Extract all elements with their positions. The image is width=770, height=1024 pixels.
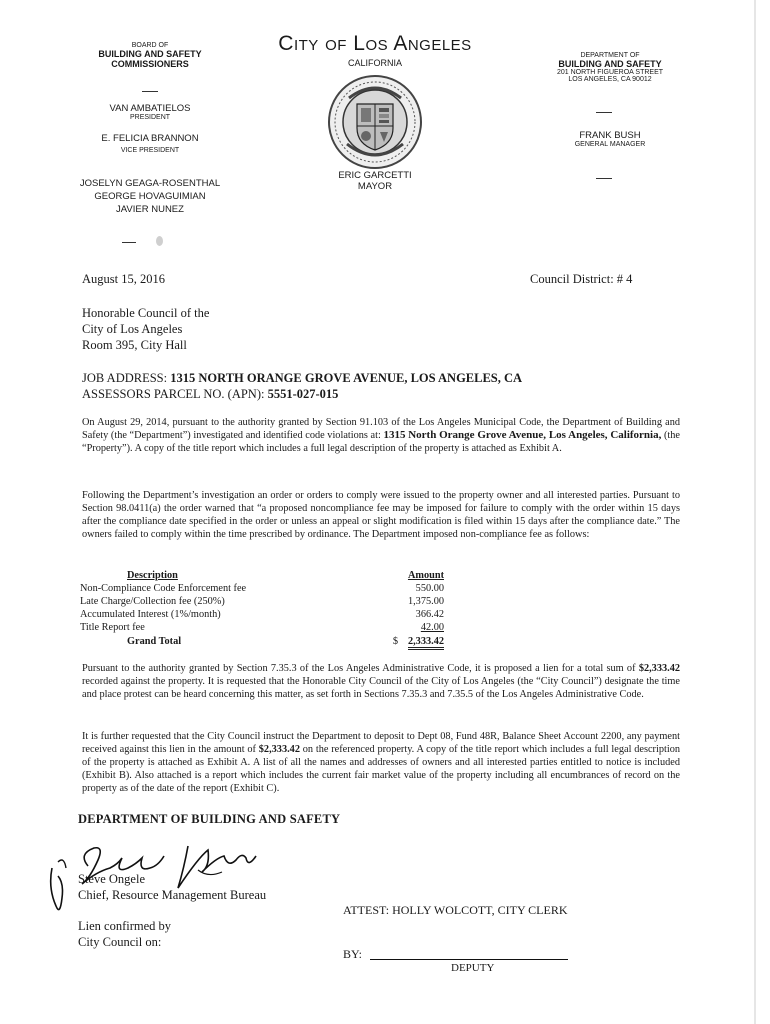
addressee-line-1: Honorable Council of the (82, 306, 210, 320)
attest-line: ATTEST: HOLLY WOLCOTT, CITY CLERK (343, 903, 568, 917)
board-heading-1: BUILDING AND SAFETY (98, 49, 202, 59)
board-vice-president (60, 133, 240, 154)
job-address-label: JOB ADDRESS: (82, 371, 171, 385)
para1-text-c: (the “Property”). A copy of the title report which includes a full legal description of the property is attached as Exhibit A. (82, 430, 680, 454)
fee-row-description: Accumulated Interest (1%/month) (80, 609, 221, 620)
job-address-value: 1315 NORTH ORANGE GROVE AVENUE, LOS ANGELES, CA (170, 371, 523, 385)
deputy-label: DEPUTY (451, 962, 495, 974)
gm-title: GENERAL MANAGER (574, 141, 646, 148)
fee-row-amount: 550.00 (415, 583, 444, 594)
lien-confirmed-line-2: City Council on: (78, 935, 162, 949)
board-member-3: JAVIER NUNEZ (116, 204, 184, 215)
dept-heading: BUILDING AND SAFETY (558, 59, 662, 69)
ink-smudge (156, 236, 163, 246)
mayor-name: ERIC GARCETTI (338, 170, 412, 181)
addressee-line-2: City of Los Angeles (82, 322, 183, 336)
paragraph-lien (82, 662, 680, 701)
board-member-1: JOSELYN GEAGA-ROSENTHAL (79, 178, 221, 189)
board-divider (142, 91, 158, 92)
para4-amount: $2,333.42 (258, 744, 300, 755)
addressee-block (82, 305, 209, 353)
fee-total-amount: 2,333.42 (408, 636, 444, 650)
page-edge-shadow (754, 0, 756, 1024)
board-president (60, 103, 240, 121)
general-manager-block (520, 130, 700, 148)
fee-row-amount: 42.00 (420, 622, 444, 633)
mayor-block (305, 170, 445, 192)
apn-label: ASSESSORS PARCEL NO. (APN): (82, 387, 268, 401)
dept-heading-top: DEPARTMENT OF (580, 52, 640, 59)
fee-total-currency: $ (392, 636, 398, 647)
board-president-name: VAN AMBATIELOS (109, 103, 191, 114)
paragraph-orders: Following the Department’s investigation an order or orders to comply were issued to the property owner and all interested parties. Pursuant to Section 98.0411(a) the order warned that “a proposed noncompliance fee may be imposed for failure to comply with the order within 15 days after the compliance date specified in the order or unless an appeal or slight modification is filed within 15 days after the compliance date.” The owners failed to comply within the time prescribed by ordinance. The Department imposed non-compliance fee as follows: (82, 490, 680, 540)
fee-row-description: Title Report fee (80, 622, 145, 633)
lien-confirmed-line-1: Lien confirmed by (78, 919, 172, 933)
para1-property-address: 1315 North Orange Grove Avenue, Los Angeles, California, (383, 429, 662, 441)
apn-value: 5551-027-015 (267, 387, 339, 401)
job-address-block (82, 370, 522, 402)
paragraph-deposit (82, 730, 680, 795)
board-block (60, 42, 240, 69)
addressee-line-3: Room 395, City Hall (82, 338, 187, 352)
para3-text-c: recorded against the property. It is requested that the Honorable City Council of the City of Los Angeles (the “City Council”) designate the time and place protest can be heard concerning this matter, as set forth in Sections 7.35.3 and 7.35.5 of the Los Angeles Administrative Code. (82, 676, 680, 700)
city-seal-icon (327, 74, 423, 170)
board-vp-title: VICE PRESIDENT (120, 147, 180, 154)
board-divider-2 (122, 242, 136, 243)
para1-text-a: On August 29, 2014, pursuant to the authority granted by Section 91.103 of the Los Angeles Municipal Code, the Department of Building and Safety (the “Department”) investigated and identified code violations at: (82, 417, 680, 441)
board-member-2: GEORGE HOVAGUIMIAN (94, 191, 206, 202)
paragraph-violations (82, 416, 680, 455)
gm-name: FRANK BUSH (579, 130, 641, 141)
board-president-title: PRESIDENT (129, 114, 171, 121)
board-heading-2: COMMISSIONERS (111, 59, 189, 69)
fee-total-label: Grand Total (127, 636, 182, 647)
para4-text-a: It is further requested that the City Council instruct the Department to deposit to Dept 08, Fund 48R, Balance Sheet Account 2200, any payment received against this lien in the amount of (82, 731, 680, 755)
signer-title: Chief, Resource Management Bureau (78, 888, 267, 902)
para3-text-a: Pursuant to the authority granted by Section 7.35.3 of the Los Angeles Administrative Code, it is proposed a lien for a total sum of (82, 663, 639, 674)
dept-street: 201 NORTH FIGUEROA STREET (556, 69, 664, 76)
fee-row-amount: 366.42 (415, 609, 444, 620)
fee-row-description: Late Charge/Collection fee (250%) (80, 596, 225, 607)
board-vp-name: E. FELICIA BRANNON (101, 133, 199, 144)
fee-row-description: Non-Compliance Code Enforcement fee (80, 583, 247, 594)
city-state: CALIFORNIA (347, 58, 402, 68)
fee-row-amount: 1,375.00 (407, 596, 444, 607)
by-label: BY: (343, 947, 362, 961)
signer-name: Steve Ongele (78, 872, 145, 886)
dept-divider (596, 112, 612, 113)
board-heading-top: BOARD OF (131, 42, 169, 49)
council-district: Council District: # 4 (530, 272, 633, 286)
department-block (520, 52, 700, 83)
signer-block (78, 871, 266, 903)
para4-text-c: on the referenced property. A copy of the title report which includes a full legal description of the property is attached as Exhibit A. A list of all the names and addresses of owners and all interested parties entitled to notice is included (Exhibit B). Also attached is a report which includes the current fair market value of the property including all encumbrances of record on the property as of the date of the report (Exhibit C). (82, 744, 680, 794)
mayor-title: MAYOR (357, 181, 393, 192)
letter-date: August 15, 2016 (82, 272, 165, 286)
para3-amount: $2,333.42 (638, 663, 680, 674)
board-members (60, 177, 240, 216)
dept-signature-heading: DEPARTMENT OF BUILDING AND SAFETY (78, 812, 341, 826)
dept-divider-2 (596, 178, 612, 179)
city-name: City of Los Angeles (278, 32, 472, 55)
fee-description-header: Description (127, 570, 178, 581)
lien-confirmed-block (78, 918, 171, 950)
dept-city: LOS ANGELES, CA 90012 (568, 76, 652, 83)
by-signature-line (370, 959, 568, 960)
fee-amount-header: Amount (407, 570, 444, 581)
